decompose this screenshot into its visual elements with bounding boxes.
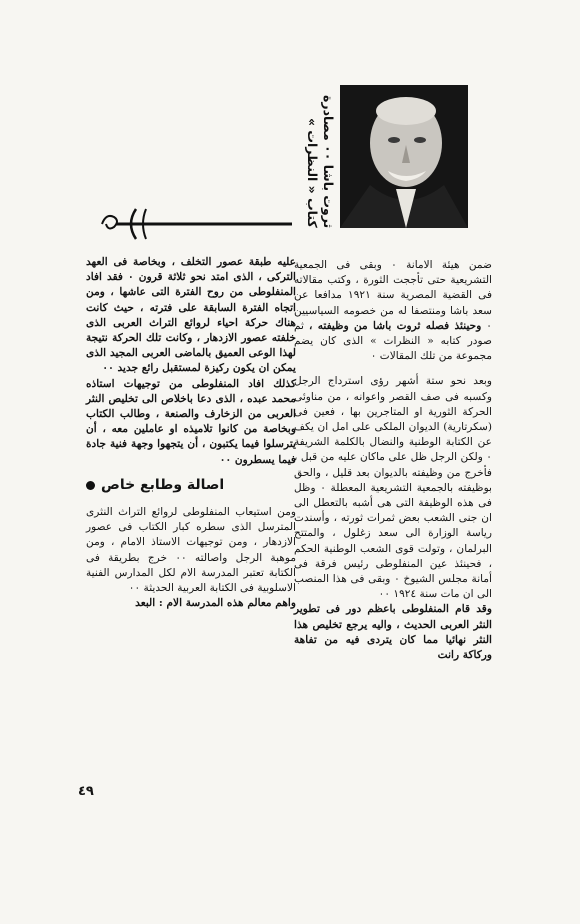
right-para-1-end: ثم صودر كتابه « النظرات » الذى كان يضم مجموعة من تلك المقالات ٠ [294, 319, 492, 363]
left-para-2: كذلك افاد المنفلوطى من توجيهات استاذه محمد عبده ، الذى دعا باخلاص الى تخليص النثر العربى من الزخارف والصنعة ، وطالب الكتاب وبخاصة من كانوا تلاميذه او عاملين معه ، أن يترسلوا فيما يكتبون ، أن يتجهوا وجهة فنية جادة فيما يسطرون ٠٠ [86, 377, 296, 466]
right-para-1: ضمن هيئة الامانة ٠ وبقى فى الجمعية التشريعية حتى تأججت الثورة ، وكتب مقالاته فى القضية المصرية سنة ١٩٢١ مدافعا عن سعد باشا ومنتصفا له من خصومه السياسيين ٠ [294, 259, 493, 332]
page-number: ٤٩ [78, 784, 94, 799]
right-column [294, 258, 492, 663]
bullet-icon [86, 481, 95, 490]
heading-text: اصالة وطابع خاص [101, 476, 225, 493]
caption-line-2: كتاب « النظرات » [305, 118, 320, 228]
right-para-3: وقد قام المنفلوطى باعظم دور فى تطوير النثر العربى الحديث ، واليه يرجع تخليص هذا النثر نهائيا مما كان يتردى فيه من تفاهة وركاكة رانت [294, 603, 492, 662]
left-para-3: ومن استيعاب المنفلوطى لروائع التراث النثرى المترسل الذى سطره كبار الكتاب فى عصور الازدهار ، ومن توجيهات الاستاذ الامام ، ومن موهبة الرجل واصالته ٠٠ خرج بطريقة فى الكتابة تعتبر المدرسة الام لكل المدارس الفنية الاسلوبية فى الكتابة العربية الحديثة ٠٠ [86, 506, 296, 595]
decorative-divider [96, 205, 296, 243]
caption-line-1: ثروت باشا ٠٠ مصادرة [321, 94, 336, 228]
section-heading [86, 478, 296, 493]
right-para-2: وبعد نحو ستة أشهر رؤى استرداج الرجل وكسبه فى صف القصر واعوانه ، من مناوئى الحركة الثورية او المتاجرين بها ، فعين فى (سكرتارية) الديوان الملكى على امل ان يكف عن الكتابة الوطنية والنضال بالكلمة الشريفة ٠ ولكن الرجل ظل على ماكان عليه من قبل ، فأخرج من وظيفته بالديوان بعد قليل ، والحق بوظيفته بالجمعية التشريعية المعطلة ٠ وظل فى هذه الوظيفة التى هى أشبه بالتعطل الى ان جنى الشعب بعض ثمرات ثورته ، وأسندت رياسة الوزارة الى سعد زغلول ، والمتتح البرلمان ، وتولت قوى الشعب الوطنية الحكم ، فحينئذ عين المنفلوطى رئيس فرقة فى أمانة مجلس الشيوخ ٠ وبقى فى هذا المنصب الى ان مات سنة ١٩٢٤ ٠٠ [294, 375, 492, 601]
photo-caption [302, 88, 336, 228]
left-para-4: واهم معالم هذه المدرسة الام : البعد [135, 597, 296, 610]
right-para-1-bold: وحينئذ فصله ثروت باشا من وظيفته ، [308, 319, 482, 332]
portrait-image [340, 85, 468, 228]
portrait-photo [340, 85, 468, 228]
left-para-1: عليه طبقة عصور التخلف ، وبخاصة فى العهد التركى ، الذى امتد نحو ثلاثة قرون ٠ فقد افاد المنفلوطى من روح الفترة التى عاشها ، ومن اتجاه الفترة السابقة على فترته ، حيث كانت هناك حركة احياء لروائع التراث العربى الذى خلفته عصور الازدهار ، وكانت تلك الحركة نتيجة لهذا الوعى العميق بالماضى العربى المجيد الذى يمكن ان يكون ركيزة لمستقبل رائع جديد ٠٠ [86, 256, 296, 375]
left-column [86, 255, 296, 611]
